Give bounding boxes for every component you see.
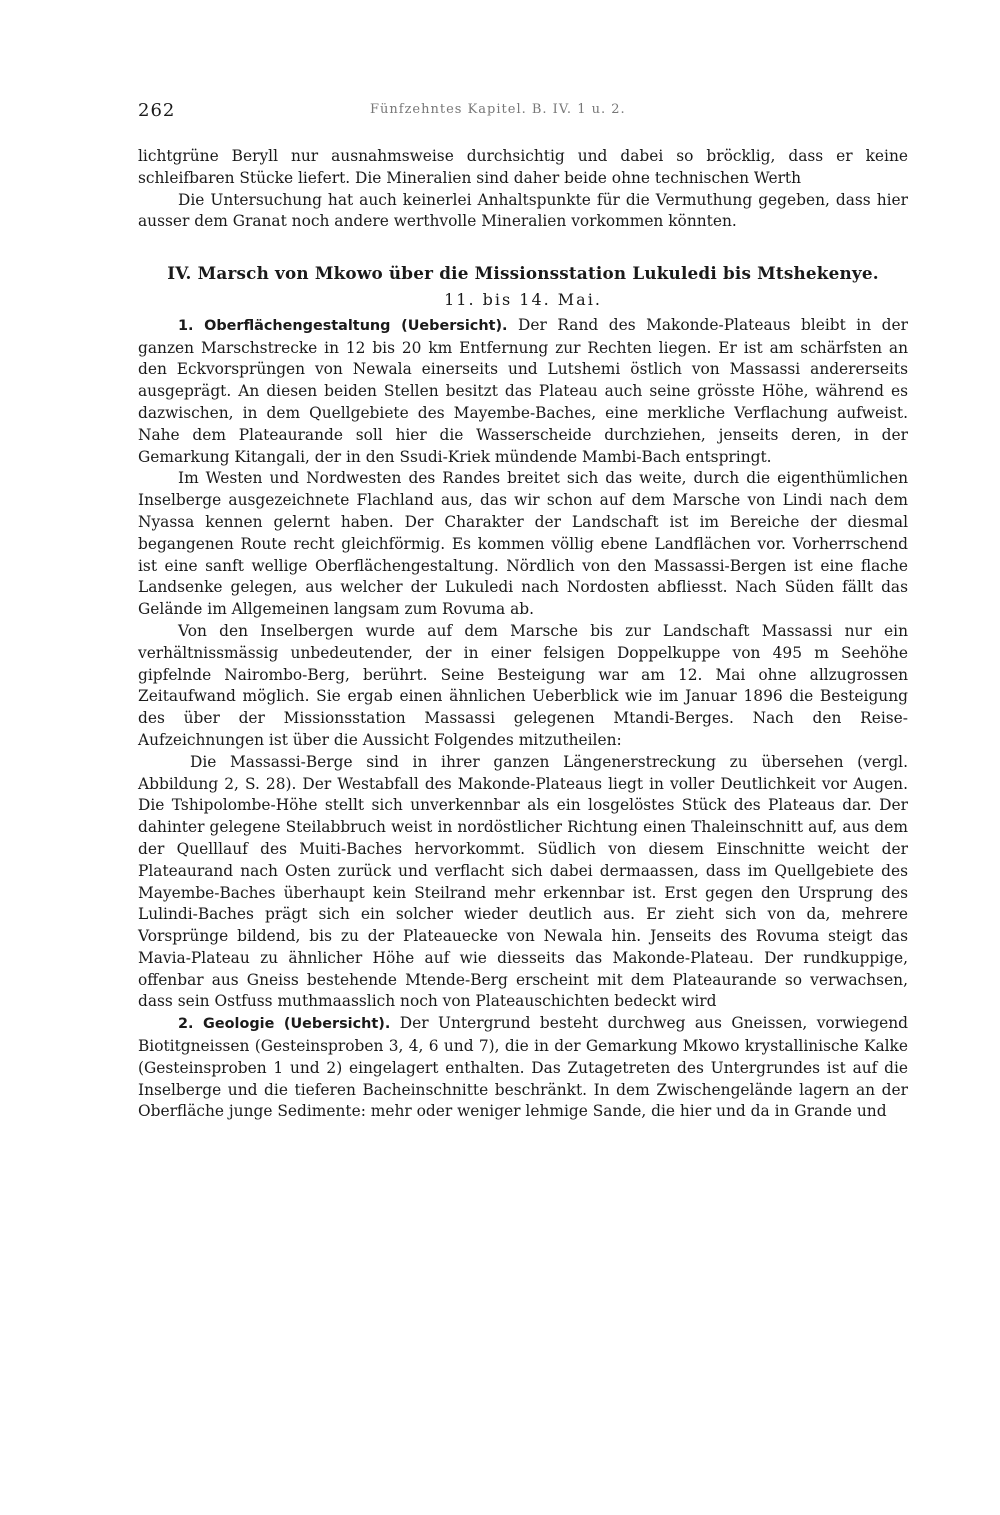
paragraph: Im Westen und Nordwesten des Randes breitet sich das weite, durch die eigenthümlichen Inselberge ausgezeichnete Flachland aus, das wir schon auf dem Marsche von Lindi nach dem Nyassa kennen gelernt haben. Der Charakter der Landschaft ist im Bereiche der diesmal begangenen Route recht gleichförmig. Es kommen völlig ebene Landflächen vor. Vorherrschend ist eine sanft wellige Oberflächengestaltung. Nördlich von den Massassi-Bergen ist eine flache Landsenke gelegen, aus welcher der Lukuledi nach Nordosten abfliesst. Nach Süden fällt das Gelände im Allgemeinen langsam zum Rovuma ab. bbox=[138, 469, 908, 619]
paragraph: Die Untersuchung hat auch keinerlei Anhaltspunkte für die Vermuthung gegeben, dass hier ausser dem Granat noch andere werthvolle Mineralien vorkommen könnten. bbox=[138, 190, 908, 231]
quoted-observation: Die Massassi-Berge sind in ihrer ganzen Längenerstreckung zu übersehen (vergl. Abbildung 2, S. 28). Der Westabfall des Makonde-Plateaus liegt in voller Deutlichkeit vor Augen. Die Tshipolombe-Höhe stellt sich unverkennbar als ein losgelöstes Stück des Plateaus dar. Der dahinter gelegene Steilabbruch weist in nordöstlicher Richtung einen Thaleinschnitt auf, aus dem der Quelllauf des Muiti-Baches hervorkommt. Südlich von diesem Einschnitte weicht der Plateaurand nach Osten zurück und verflacht sich dabei dermaassen, dass im Quellgebiete des Mayembe-Baches überhaupt kein Steilrand mehr erkennbar ist. Erst gegen den Ursprung des Lulindi-Baches prägt sich ein solcher wieder deutlich aus. Er zieht sich von da, mehrere Vorsprünge bildend, bis zu der Plateauecke von Newala hin. Jenseits des Rovuma steigt das Mavia-Plateau zu ähnlicher Höhe auf wie diesseits das Makonde-Plateau. Der rundkuppige, offenbar aus Gneiss bestehende Mtende-Berg erscheint mit dem Plateaurande so verwachsen, dass sein Ostfuss muthmaasslich noch von Plateauschichten bedeckt wird bbox=[138, 752, 908, 1011]
paragraph: Von den Inselbergen wurde auf dem Marsche bis zur Landschaft Massassi nur ein verhältnissmässig unbedeutender, der in einer felsigen Doppelkuppe von 495 m Seehöhe gipfelnde Nairombo-Berg, berührt. Seine Besteigung war am 12. Mai ohne allzugrossen Zeitaufwand möglich. Sie ergab einen ähnlichen Ueberblick wie im Januar 1896 die Besteigung des über der Missionsstation Massassi gelegenen Mtandi-Berges. Nach den Reise-Aufzeichnungen ist über die Aussicht Folgendes mitzutheilen: bbox=[138, 621, 908, 749]
page-header bbox=[138, 100, 908, 122]
paragraph-continued: lichtgrüne Beryll nur ausnahmsweise durchsichtig und dabei so bröcklig, dass er keine schleifbaren Stücke liefert. Die Mineralien sind daher beide ohne technischen Werth bbox=[138, 147, 908, 187]
subsection-text: Der Rand des Makonde-Plateaus bleibt in der ganzen Marschstrecke in 12 bis 20 km Entfernung zur Rechten liegen. Er ist am schärfsten an den Eckvorsprüngen von Newala einerseits und Lutshemi östlich von Massassi andererseits ausgeprägt. An diesen beiden Stellen besitzt das Plateau auch seine grösste Höhe, während es dazwischen, in dem Quellgebiete des Mayembe-Baches, eine merkliche Verflachung aufweist. Nahe dem Plateaurande soll hier die Wasserscheide durchziehen, jenseits deren, in der Gemarkung Kitangali, der in den Ssudi-Kriek mündende Mambi-Bach entspringt. bbox=[138, 315, 908, 466]
subsection-heading-geology: 2. Geologie (Uebersicht). bbox=[178, 1016, 391, 1033]
subsection-paragraph bbox=[138, 1013, 908, 1123]
subsection-text: Der Untergrund besteht durchweg aus Gneissen, vorwiegend Biotitgneissen (Gesteinsproben 3, 4, 6 und 7), die in der Gemarkung Mkowo krystallinische Kalke (Gesteinsproben 1 und 2) eingelagert enthalten. Das Zutagetreten des Untergrundes ist auf die Inselberge und die tieferen Bacheinschnitte beschränkt. In dem Zwischengelände lagern an der Oberfläche junge Sedimente: mehr oder weniger lehmige Sande, die hier und da in Grande und bbox=[138, 1014, 908, 1121]
running-head: Fünfzehntes Kapitel. B. IV. 1 u. 2. bbox=[370, 102, 626, 117]
subsection-heading-surface: 1. Oberflächengestaltung (Uebersicht). bbox=[178, 317, 508, 334]
body-text bbox=[138, 146, 908, 1123]
subsection-paragraph bbox=[138, 315, 908, 469]
page-number: 262 bbox=[138, 100, 176, 121]
section-dates: 11. bis 14. Mai. bbox=[444, 289, 602, 309]
section-heading: IV. Marsch von Mkowo über die Missionsstation Lukuledi bis Mtshekenye. bbox=[167, 263, 879, 284]
